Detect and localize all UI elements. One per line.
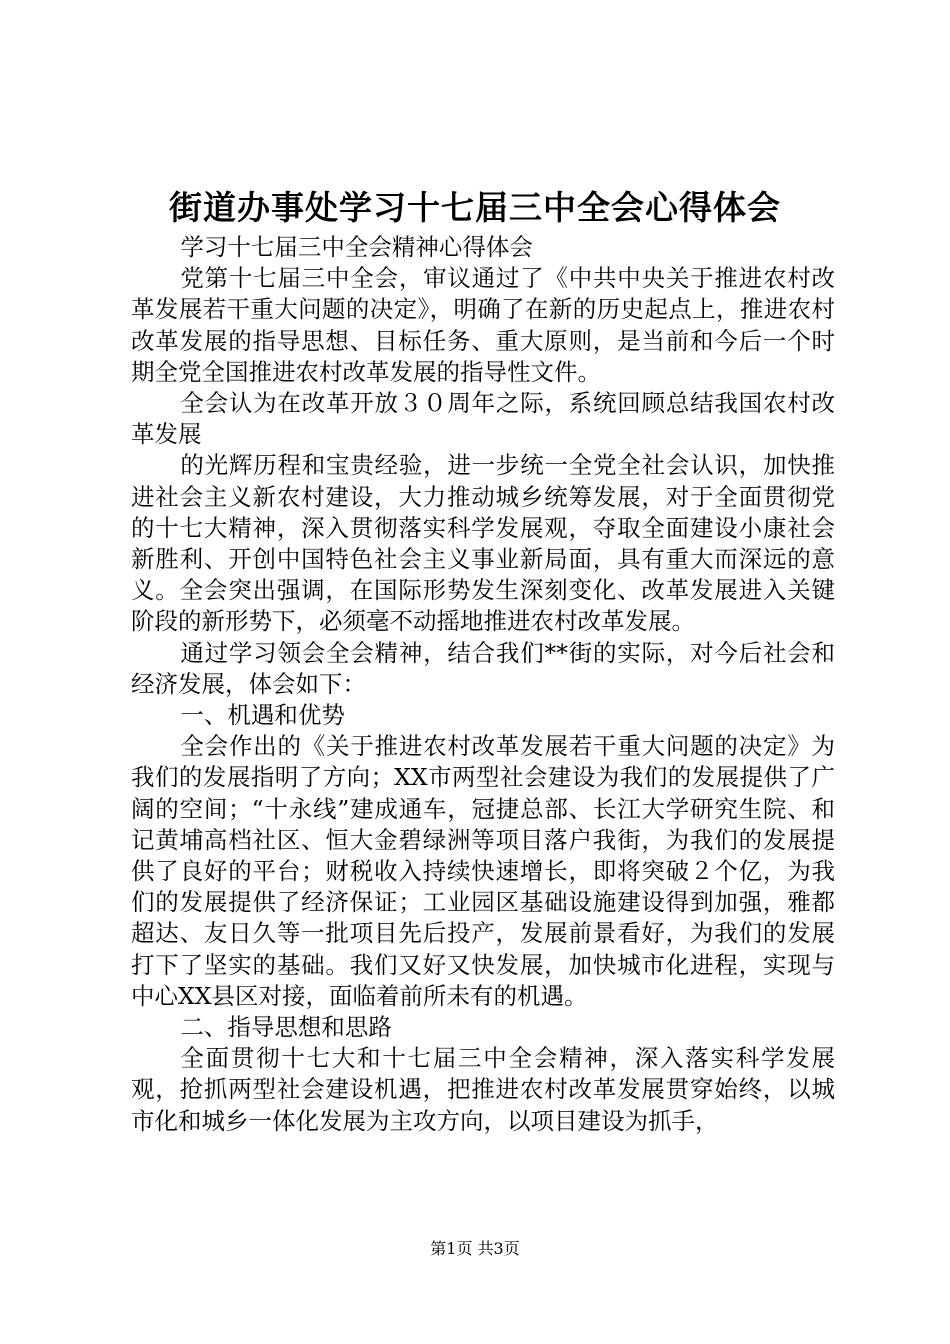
section-heading: 二、指导思想和思路	[180, 1013, 392, 1042]
body-paragraph: 的光辉历程和宝贵经验，进一步统一全党全社会认识，加快推进社会主义新农村建设，大力推动城乡统筹发展，对于全面贯彻党的十七大精神，深入贯彻落实科学发展观，夺取全面建设小康社会新胜利、开创中国特色社会主义事业新局面，具有重大而深远的意义。全会突出强调，在国际形势发生深刻变化、改革发展进入关键阶段的新形势下，必须毫不动摇地推进农村改革发展。	[131, 451, 835, 636]
body-paragraph: 全会作出的《关于推进农村改革发展若干重大问题的决定》为我们的发展指明了方向；XX市两型社会建设为我们的发展提供了广阔的空间；“十永线”建成通车，冠捷总部、长江大学研究生院、和记黄埔高档社区、恒大金碧绿洲等项目落户我街，为我们的发展提供了良好的平台；财税收入持续快速增长，即将突破２个亿，为我们的发展提供了经济保证；工业园区基础设施建设得到加强，雅都超达、友日久等一批项目先后投产，发展前景看好，为我们的发展打下了坚实的基础。我们又好又快发展，加快城市化进程，实现与中心XX县区对接，面临着前所未有的机遇。	[131, 732, 835, 1010]
section-heading: 一、机遇和优势	[180, 701, 345, 730]
document-title: 街道办事处学习十七届三中全会心得体会	[169, 188, 781, 227]
subtitle-paragraph: 学习十七届三中全会精神心得体会	[180, 233, 533, 261]
page-number-footer: 第1页 共3页	[430, 1239, 520, 1258]
body-paragraph: 全会认为在改革开放３０周年之际，系统回顾总结我国农村改革发展	[131, 389, 835, 449]
body-paragraph: 全面贯彻十七大和十七届三中全会精神，深入落实科学发展观，抢抓两型社会建设机遇，把推进农村改革发展贯穿始终，以城市化和城乡一体化发展为主攻方向，以项目建设为抓手，	[131, 1044, 835, 1135]
body-paragraph: 通过学习领会全会精神，结合我们**街的实际，对今后社会和经济发展，体会如下：	[131, 638, 835, 698]
body-paragraph: 党第十七届三中全会，审议通过了《中共中央关于推进农村改革发展若干重大问题的决定》，明确了在新的历史起点上，推进农村改革发展的指导思想、目标任务、重大原则，是当前和今后一个时期全党全国推进农村改革发展的指导性文件。	[131, 264, 835, 386]
document-body	[131, 232, 835, 1137]
